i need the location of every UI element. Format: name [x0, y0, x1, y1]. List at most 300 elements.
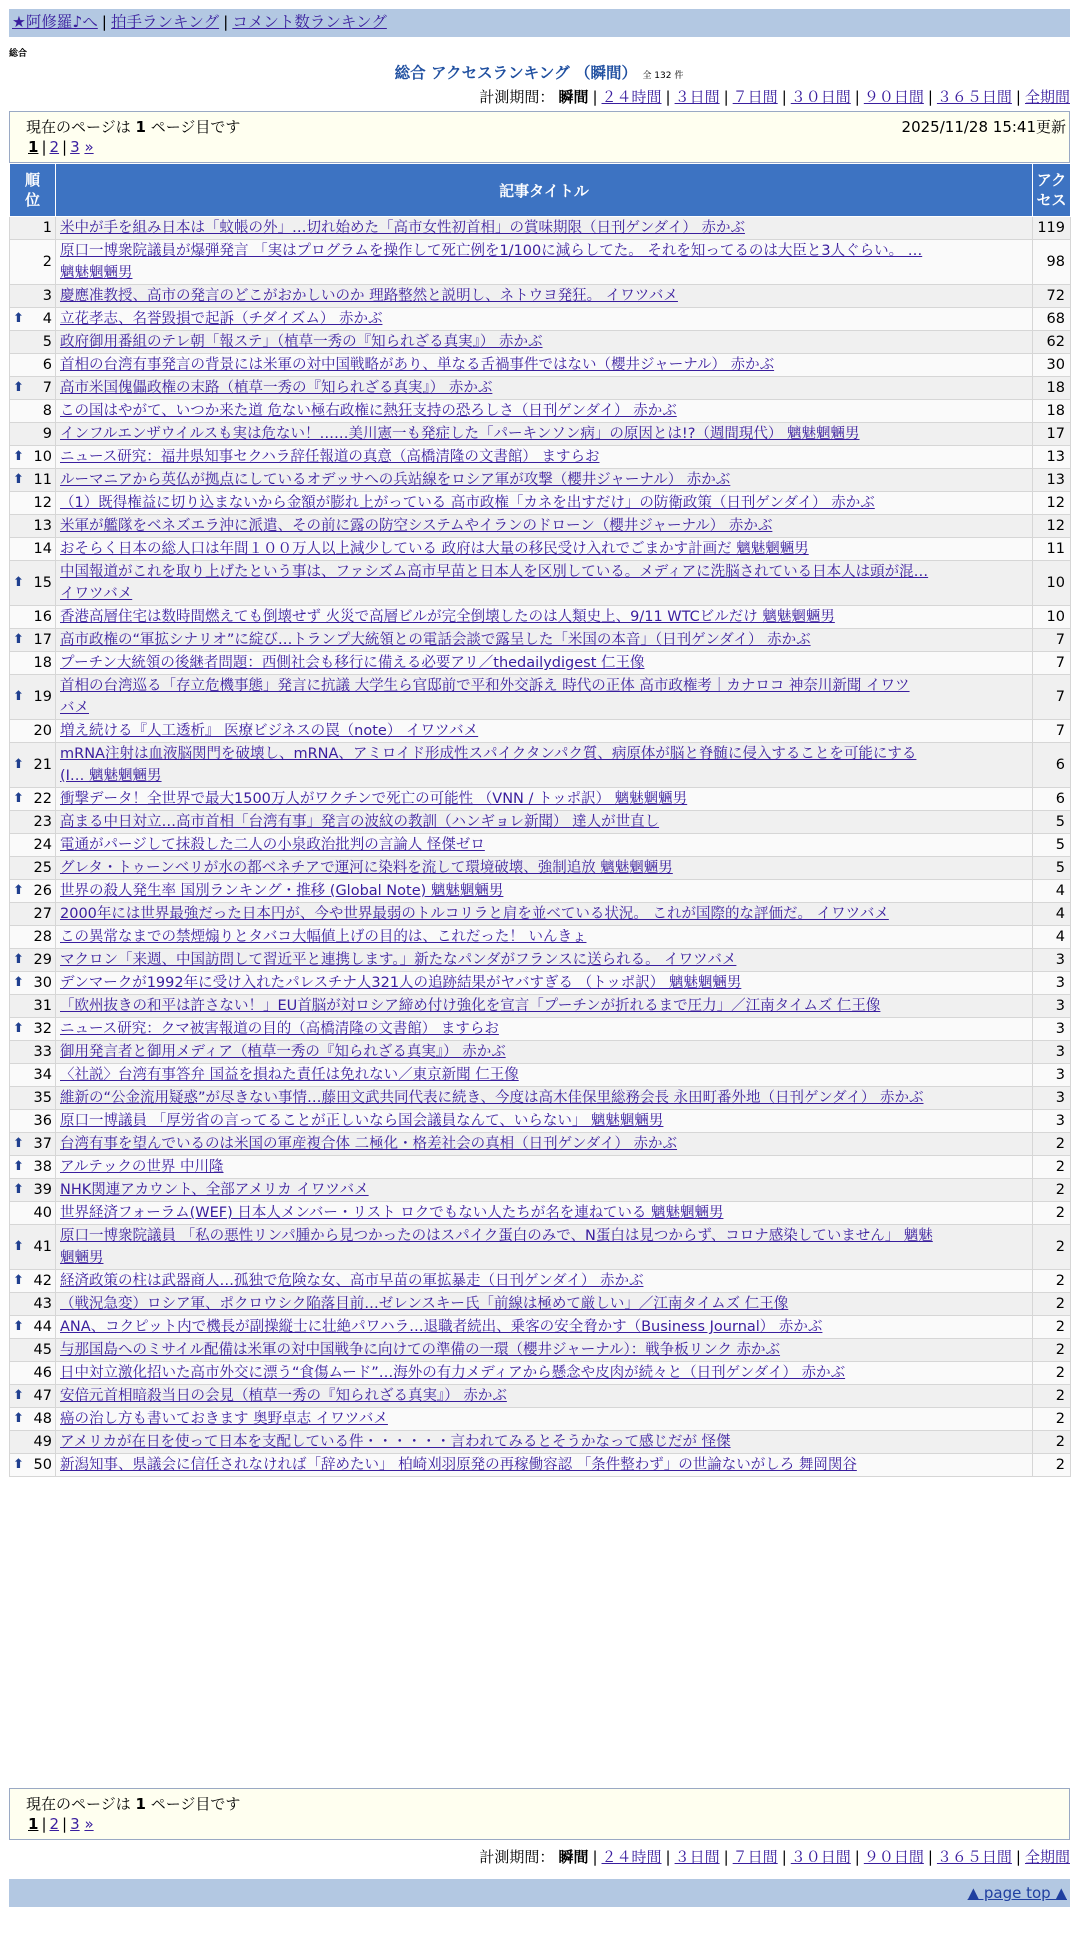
table-row — [10, 1431, 1071, 1454]
article-title: ニュース研究：クマ被害報道の目的（高橋清隆の文書館） ますらお — [60, 1021, 499, 1037]
title-cell — [56, 1156, 1033, 1179]
article-link[interactable] — [60, 331, 1028, 353]
rank-number: 2 — [42, 254, 52, 270]
access-count: 2 — [1033, 1454, 1071, 1477]
page-title — [0, 61, 1078, 83]
period-link-3[interactable]: ７日間 — [732, 88, 778, 106]
up-arrow-icon: ⬆ — [13, 380, 24, 395]
article-title: インフルエンザウイルスも実は危ない！……美川憲一も発症した「パーキンソン病」の原因とは!?（週間現代） 魑魅魍魎男 — [60, 426, 860, 442]
rank-number: 35 — [33, 1090, 52, 1106]
access-count: 11 — [1033, 538, 1071, 561]
header-rank — [10, 164, 56, 217]
access-count: 2 — [1033, 1156, 1071, 1179]
access-count: 3 — [1033, 1110, 1071, 1133]
up-arrow-icon: ⬆ — [13, 311, 24, 326]
article-link[interactable] — [60, 354, 1028, 376]
page-link-3[interactable]: 3 — [70, 138, 80, 156]
article-link[interactable] — [60, 834, 1028, 856]
access-count: 2 — [1033, 1339, 1071, 1362]
rank-cell — [10, 1316, 56, 1339]
period-link-5[interactable]: ９０日間 — [863, 1848, 924, 1866]
period-selector-bottom — [479, 1846, 1070, 1867]
access-count: 7 — [1033, 675, 1071, 720]
title-cell — [56, 1018, 1033, 1041]
title-cell — [56, 308, 1033, 331]
title-cell — [56, 720, 1033, 743]
rank-cell — [10, 423, 56, 446]
title-cell — [56, 1431, 1033, 1454]
table-header-row — [10, 164, 1071, 217]
page-title-text: 総合 アクセスランキング （瞬間） — [394, 64, 638, 82]
access-count: 3 — [1033, 1087, 1071, 1110]
rank-cell — [10, 1362, 56, 1385]
article-link[interactable] — [60, 492, 1028, 514]
access-count: 13 — [1033, 469, 1071, 492]
article-title: 癌の治し方も書いておきます 奥野卓志 イワツバメ — [60, 1411, 388, 1427]
period-link-6[interactable]: ３６５日間 — [936, 88, 1012, 106]
article-link[interactable] — [60, 1018, 1028, 1040]
rank-cell — [10, 1087, 56, 1110]
title-cell — [56, 1362, 1033, 1385]
access-count: 30 — [1033, 354, 1071, 377]
rank-number: 22 — [33, 791, 52, 807]
table-row — [10, 538, 1071, 561]
title-cell — [56, 285, 1033, 308]
article-link[interactable] — [60, 423, 1028, 445]
article-link[interactable] — [60, 377, 1028, 399]
page-link-current[interactable]: 1 — [28, 1815, 39, 1833]
nav-separator: | — [223, 13, 229, 31]
article-link[interactable] — [60, 788, 1028, 810]
period-link-1[interactable]: ２４時間 — [601, 88, 662, 106]
rank-number: 13 — [33, 518, 52, 534]
rank-cell — [10, 1179, 56, 1202]
rank-number: 26 — [33, 883, 52, 899]
article-link[interactable] — [60, 400, 1028, 422]
article-title: 衝撃データ！全世界で最大1500万人がワクチンで死亡の可能性 （VNN / トッポ訳） 魑魅魍魎男 — [60, 791, 688, 807]
article-link[interactable] — [60, 1270, 1028, 1292]
page-separator: | — [62, 138, 68, 156]
rank-number: 25 — [33, 860, 52, 876]
article-title: 中国報道がこれを取り上げたという事は、ファシズム高市早苗と日本人を区別している。メディアに洗脳されている日本人は頭が混… — [60, 564, 929, 580]
access-count: 62 — [1033, 331, 1071, 354]
table-row — [10, 880, 1071, 903]
table-row — [10, 652, 1071, 675]
access-count: 6 — [1033, 788, 1071, 811]
period-link-5[interactable]: ９０日間 — [863, 88, 924, 106]
article-link[interactable] — [60, 811, 1028, 833]
rank-cell — [10, 720, 56, 743]
title-cell — [56, 1041, 1033, 1064]
table-row — [10, 1316, 1071, 1339]
rank-number: 45 — [33, 1342, 52, 1358]
up-arrow-icon: ⬆ — [13, 883, 24, 898]
article-link[interactable] — [60, 606, 1028, 628]
title-cell — [56, 880, 1033, 903]
article-link[interactable] — [60, 308, 1028, 330]
title-cell — [56, 1408, 1033, 1431]
header-access — [1033, 164, 1071, 217]
rank-cell — [10, 834, 56, 857]
title-cell — [56, 492, 1033, 515]
title-cell — [56, 240, 1033, 285]
access-count: 5 — [1033, 834, 1071, 857]
rank-cell — [10, 972, 56, 995]
access-count: 3 — [1033, 1041, 1071, 1064]
title-cell — [56, 400, 1033, 423]
period-link-4[interactable]: ３０日間 — [790, 1848, 851, 1866]
rank-number: 28 — [33, 929, 52, 945]
rank-number: 24 — [33, 837, 52, 853]
table-row — [10, 1087, 1071, 1110]
table-row — [10, 377, 1071, 400]
title-cell — [56, 1133, 1033, 1156]
article-title: 米中が手を組み日本は「蚊帳の外」…切れ始めた「高市女性初首相」の賞味期限（日刊ゲンダイ） 赤かぶ — [60, 220, 745, 236]
period-separator: | — [723, 88, 729, 106]
rank-cell — [10, 903, 56, 926]
article-title: 首相の台湾巡る「存立危機事態」発言に抗議 大学生ら官邸前で平和外交訴え 時代の正体 高市政権考｜カナロコ 神奈川新聞 イワツ — [60, 678, 910, 694]
title-cell — [56, 1339, 1033, 1362]
article-title-cont: (I… 魑魅魍魎男 — [60, 768, 162, 784]
rank-number: 41 — [33, 1239, 52, 1255]
article-title: 電通がパージして抹殺した二人の小泉政治批判の言論人 怪傑ゼロ — [60, 837, 485, 853]
article-title: 〈社説〉台湾有事答弁 国益を損ねた責任は免れない／東京新聞 仁王像 — [60, 1067, 519, 1083]
header-title: 記事タイトル — [56, 164, 1033, 217]
article-title: 高市米国傀儡政権の末路（植草一秀の『知られざる真実』） 赤かぶ — [60, 380, 493, 396]
next-page-link[interactable]: » — [84, 1815, 94, 1833]
title-cell — [56, 469, 1033, 492]
table-row — [10, 308, 1071, 331]
title-cell — [56, 743, 1033, 788]
up-arrow-icon: ⬆ — [13, 1136, 24, 1151]
article-link[interactable] — [60, 880, 1028, 902]
article-title: 御用発言者と御用メディア（植草一秀の『知られざる真実』） 赤かぶ — [60, 1044, 506, 1060]
access-count: 2 — [1033, 1385, 1071, 1408]
rank-cell — [10, 308, 56, 331]
comment-ranking-link[interactable]: コメント数ランキング — [232, 13, 387, 31]
rank-number: 39 — [33, 1182, 52, 1198]
article-link[interactable] — [60, 1087, 1028, 1109]
rank-number: 16 — [33, 609, 52, 625]
title-cell — [56, 1454, 1033, 1477]
table-row — [10, 446, 1071, 469]
article-title: 2000年には世界最強だった日本円が、今や世界最弱のトルコリラと肩を並べている状況。 これが国際的な評価だ。 イワツバメ — [60, 906, 889, 922]
rank-number: 47 — [33, 1388, 52, 1404]
access-count: 4 — [1033, 880, 1071, 903]
rank-cell — [10, 949, 56, 972]
article-link[interactable] — [60, 1064, 1028, 1086]
rank-number: 17 — [33, 632, 52, 648]
rank-number: 12 — [33, 495, 52, 511]
title-cell — [56, 1293, 1033, 1316]
period-link-2[interactable]: ３日間 — [674, 88, 720, 106]
rank-number: 32 — [33, 1021, 52, 1037]
title-cell — [56, 675, 1033, 720]
article-title: ANA、コクピット内で機長が副操縦士に壮絶パワハラ…退職者続出、乗客の安全脅かす（Business Journal） 赤かぶ — [60, 1319, 823, 1335]
article-link[interactable] — [60, 1339, 1028, 1361]
access-count: 3 — [1033, 1018, 1071, 1041]
up-arrow-icon: ⬆ — [13, 1159, 24, 1174]
article-link[interactable] — [60, 446, 1028, 468]
article-link[interactable] — [60, 652, 1028, 674]
page-info-top — [9, 111, 1070, 163]
rank-number: 30 — [33, 975, 52, 991]
access-count: 119 — [1033, 217, 1071, 240]
period-current: 瞬間 — [558, 1848, 589, 1866]
table-row — [10, 995, 1071, 1018]
page-link-current[interactable]: 1 — [28, 138, 39, 156]
rank-cell — [10, 675, 56, 720]
article-link[interactable] — [60, 743, 1028, 787]
article-title: プーチン大統領の後継者問題：西側社会も移行に備える必要アリ／thedailydigest 仁王像 — [60, 655, 645, 671]
article-link[interactable] — [60, 1225, 1028, 1269]
rank-number: 10 — [33, 449, 52, 465]
nav-separator: | — [101, 13, 108, 31]
period-link-2[interactable]: ３日間 — [674, 1848, 720, 1866]
article-link[interactable] — [60, 926, 1028, 948]
table-row — [10, 354, 1071, 377]
rank-cell — [10, 561, 56, 606]
rank-cell — [10, 377, 56, 400]
article-link[interactable] — [60, 1408, 1028, 1430]
rank-cell — [10, 926, 56, 949]
rank-number: 38 — [33, 1159, 52, 1175]
page-separator: | — [62, 1815, 68, 1833]
rank-number: 14 — [33, 541, 52, 557]
access-count: 5 — [1033, 811, 1071, 834]
access-count: 2 — [1033, 1362, 1071, 1385]
article-title: 維新の“公金流用疑惑”が尽きない事情…藤田文武共同代表に続き、今度は高木佳保里総務会長 永田町番外地（日刊ゲンダイ） 赤かぶ — [60, 1090, 924, 1106]
table-row — [10, 1018, 1071, 1041]
period-separator: | — [781, 1848, 787, 1866]
rank-number: 43 — [33, 1296, 52, 1312]
table-row — [10, 1225, 1071, 1270]
article-title: この国はやがて、いつか来た道 危ない極右政権に熱狂支持の恐ろしさ（日刊ゲンダイ） 赤かぶ — [60, 403, 677, 419]
rank-cell — [10, 1133, 56, 1156]
period-link-4[interactable]: ３０日間 — [790, 88, 851, 106]
title-cell — [56, 561, 1033, 606]
article-link[interactable] — [60, 1156, 1028, 1178]
rank-number: 15 — [33, 575, 52, 591]
rank-cell — [10, 1202, 56, 1225]
up-arrow-icon: ⬆ — [13, 757, 24, 772]
article-link[interactable] — [60, 515, 1028, 537]
article-title: 政府御用番組のテレ朝「報ステ」（植草一秀の『知られざる真実』） 赤かぶ — [60, 334, 543, 350]
header-rank-label: 順位 — [24, 171, 40, 209]
table-row — [10, 240, 1071, 285]
article-link[interactable] — [60, 1110, 1028, 1132]
article-link[interactable] — [60, 1385, 1028, 1407]
period-separator: | — [665, 1848, 671, 1866]
rank-number: 31 — [33, 998, 52, 1014]
rank-number: 50 — [33, 1457, 52, 1473]
table-row — [10, 834, 1071, 857]
up-arrow-icon: ⬆ — [13, 689, 24, 704]
footer-bar — [9, 1879, 1070, 1907]
article-link[interactable] — [60, 240, 1028, 284]
table-row — [10, 857, 1071, 880]
article-title: （1）既得権益に切り込まないから金額が膨れ上がっている 高市政権「カネを出すだけ」の防衛政策（日刊ゲンダイ） 赤かぶ — [60, 495, 875, 511]
title-cell — [56, 1270, 1033, 1293]
article-title: デンマークが1992年に受け入れたパレスチナ人321人の追跡結果がヤバすぎる （トッポ訳） 魑魅魍魎男 — [60, 975, 742, 991]
table-row — [10, 675, 1071, 720]
page-text-post: ページ目です — [145, 118, 241, 136]
rank-cell — [10, 629, 56, 652]
table-row — [10, 926, 1071, 949]
period-separator: | — [927, 88, 933, 106]
access-count: 7 — [1033, 629, 1071, 652]
up-arrow-icon: ⬆ — [13, 449, 24, 464]
access-count: 6 — [1033, 743, 1071, 788]
period-link-7[interactable]: 全期間 — [1024, 1848, 1070, 1866]
period-link-1[interactable]: ２４時間 — [601, 1848, 662, 1866]
title-cell — [56, 377, 1033, 400]
rank-number: 18 — [33, 655, 52, 671]
article-link[interactable] — [60, 949, 1028, 971]
up-arrow-icon: ⬆ — [13, 1319, 24, 1334]
period-label: 計測期間： — [479, 88, 555, 106]
article-link[interactable] — [60, 1454, 1028, 1476]
pagination — [28, 1815, 94, 1833]
rank-cell — [10, 880, 56, 903]
title-cell — [56, 857, 1033, 880]
article-title: 世界経済フォーラム(WEF) 日本人メンバー・リスト ロクでもない人たちが名を連ねている 魑魅魍魎男 — [60, 1205, 724, 1221]
article-link[interactable] — [60, 1179, 1028, 1201]
article-link[interactable] — [60, 675, 1028, 719]
page-link-2[interactable]: 2 — [49, 138, 60, 156]
article-title: 与那国島へのミサイル配備は米軍の対中国戦争に向けての準備の一環（櫻井ジャーナル）：戦争板リンク 赤かぶ — [60, 1342, 781, 1358]
page-link-3[interactable]: 3 — [70, 1815, 80, 1833]
up-arrow-icon: ⬆ — [13, 952, 24, 967]
period-selector-top — [479, 86, 1070, 107]
page-text-post: ページ目です — [145, 1795, 241, 1813]
title-cell — [56, 606, 1033, 629]
article-link[interactable] — [60, 995, 1028, 1017]
table-row — [10, 492, 1071, 515]
rank-cell — [10, 652, 56, 675]
rank-number: 27 — [33, 906, 52, 922]
table-row — [10, 606, 1071, 629]
access-count: 3 — [1033, 995, 1071, 1018]
table-row — [10, 903, 1071, 926]
article-title: 「欧州抜きの和平は許さない！」EU首脳が対ロシア締め付け強化を宣言「プーチンが折れるまで圧力」／江南タイムズ 仁王像 — [60, 998, 881, 1014]
table-row — [10, 1385, 1071, 1408]
table-row — [10, 720, 1071, 743]
applause-ranking-link[interactable]: 拍手ランキング — [111, 13, 220, 31]
article-title: 首相の台湾有事発言の背景には米軍の対中国戦略があり、単なる舌禍事件ではない（櫻井ジャーナル） 赤かぶ — [60, 357, 775, 373]
page-top-link[interactable]: ▲ page top ▲ — [967, 1884, 1067, 1902]
rank-cell — [10, 240, 56, 285]
access-count: 12 — [1033, 492, 1071, 515]
up-arrow-icon: ⬆ — [13, 1239, 24, 1254]
article-title: 増え続ける『人工透析』 医療ビジネスの罠（note） イワツバメ — [60, 723, 479, 739]
access-count: 72 — [1033, 285, 1071, 308]
rank-cell — [10, 1408, 56, 1431]
article-link[interactable] — [60, 1133, 1028, 1155]
page-text-pre: 現在のページは — [26, 118, 136, 136]
article-title: 高市政権の“軍拡シナリオ”に綻び…トランプ大統領との電話会談で露呈した「米国の本音」（日刊ゲンダイ） 赤かぶ — [60, 632, 811, 648]
article-title: 新潟知事、県議会に信任されなければ「辞めたい」 柏崎刈羽原発の再稼働容認 「条件整わず」の世論ないがしろ 舞岡関谷 — [60, 1457, 857, 1473]
article-title: ルーマニアから英仏が拠点にしているオデッサへの兵站線をロシア軍が攻撃（櫻井ジャーナル） 赤かぶ — [60, 472, 731, 488]
article-link[interactable] — [60, 1293, 1028, 1315]
rank-cell — [10, 811, 56, 834]
ranking-table-body — [10, 217, 1071, 1477]
period-link-6[interactable]: ３６５日間 — [936, 1848, 1012, 1866]
article-link[interactable] — [60, 469, 1028, 491]
rank-number: 3 — [42, 288, 52, 304]
article-title: 経済政策の柱は武器商人…孤独で危険な女、高市早苗の軍拡暴走（日刊ゲンダイ） 赤かぶ — [60, 1273, 644, 1289]
table-row — [10, 629, 1071, 652]
access-count: 4 — [1033, 903, 1071, 926]
article-title-cont: バメ — [60, 700, 89, 716]
article-link[interactable] — [60, 285, 1028, 307]
up-arrow-icon: ⬆ — [13, 1273, 24, 1288]
page-text-pre: 現在のページは — [26, 1795, 136, 1813]
rank-cell — [10, 1225, 56, 1270]
access-count: 18 — [1033, 377, 1071, 400]
rank-number: 29 — [33, 952, 52, 968]
period-link-3[interactable]: ７日間 — [732, 1848, 778, 1866]
article-title: 台湾有事を望んでいるのは米国の軍産複合体 二極化・格差社会の真相（日刊ゲンダイ） 赤かぶ — [60, 1136, 678, 1152]
rank-cell — [10, 285, 56, 308]
home-link[interactable]: ★阿修羅♪へ — [12, 13, 98, 31]
article-link[interactable] — [60, 538, 1028, 560]
article-link[interactable] — [60, 1202, 1028, 1224]
access-count: 2 — [1033, 1431, 1071, 1454]
article-link[interactable] — [60, 857, 1028, 879]
period-separator: | — [854, 88, 860, 106]
rank-cell — [10, 1293, 56, 1316]
rank-cell — [10, 995, 56, 1018]
rank-cell — [10, 354, 56, 377]
article-link[interactable] — [60, 720, 1028, 742]
article-link[interactable] — [60, 561, 1028, 605]
access-count: 7 — [1033, 652, 1071, 675]
article-link[interactable] — [60, 629, 1028, 651]
period-link-7[interactable]: 全期間 — [1024, 88, 1070, 106]
article-link[interactable] — [60, 1316, 1028, 1338]
title-cell — [56, 1064, 1033, 1087]
access-count: 7 — [1033, 720, 1071, 743]
article-title: アルテックの世界 中川隆 — [60, 1159, 224, 1175]
title-cell — [56, 926, 1033, 949]
article-title: 世界の殺人発生率 国別ランキング・推移 (Global Note) 魑魅魍魎男 — [60, 883, 504, 899]
period-separator: | — [723, 1848, 729, 1866]
rank-number: 44 — [33, 1319, 52, 1335]
access-count: 12 — [1033, 515, 1071, 538]
article-title: 慶應准教授、高市の発言のどこがおかしいのか 理路整然と説明し、ネトウヨ発狂。 イワツバメ — [60, 288, 678, 304]
article-title: 原口一博衆院議員が爆弾発言 「実はプログラムを操作して死亡例を1/100に減らしてた。 それを知ってるのは大臣と3人ぐらい。 … — [60, 243, 923, 259]
table-row — [10, 285, 1071, 308]
access-count: 68 — [1033, 308, 1071, 331]
table-row — [10, 743, 1071, 788]
rank-number: 33 — [33, 1044, 52, 1060]
article-link[interactable] — [60, 1431, 1028, 1453]
article-link[interactable] — [60, 972, 1028, 994]
article-link[interactable] — [60, 903, 1028, 925]
article-link[interactable] — [60, 217, 1028, 239]
page-number: 1 — [135, 118, 146, 136]
article-link[interactable] — [60, 1362, 1028, 1384]
article-title: mRNA注射は血液脳関門を破壊し、mRNA、アミロイド形成性スパイクタンパク質、病原体が脳と脊髄に侵入することを可能にする — [60, 746, 917, 762]
up-arrow-icon: ⬆ — [13, 1457, 24, 1472]
rank-number: 21 — [33, 757, 52, 773]
access-count: 2 — [1033, 1179, 1071, 1202]
article-link[interactable] — [60, 1041, 1028, 1063]
pagination — [28, 138, 94, 156]
next-page-link[interactable]: » — [84, 138, 94, 156]
page-link-2[interactable]: 2 — [49, 1815, 60, 1833]
